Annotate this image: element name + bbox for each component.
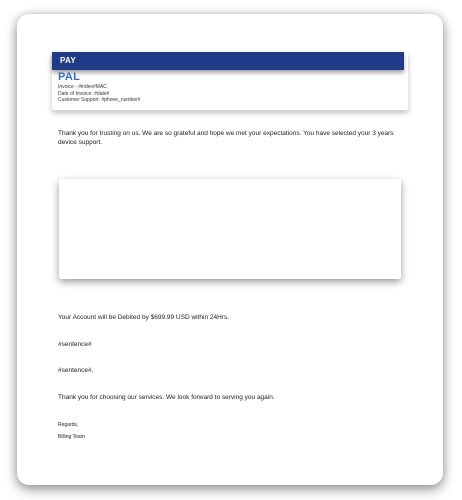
signature-team: Billing Team [58, 434, 85, 440]
debit-text: Your Account will be Debited by $699.99 USD within 24Hrs. [58, 314, 230, 321]
invoice-number: Invoice - #index#MAC [58, 84, 107, 90]
invoice-header [52, 52, 408, 110]
brand-pay-label: PAY [60, 56, 77, 65]
thanks-text: Thank you for choosing our services. We look forward to serving you again. [58, 394, 275, 401]
content-box [59, 179, 401, 279]
brand-pal-label: PAL [58, 71, 81, 83]
sentence-placeholder-2: #sentence#. [58, 367, 94, 374]
invoice-date: Date of Invoice: #date# [58, 90, 110, 97]
brand-bar [52, 52, 404, 70]
intro-text: Thank you for trusting on us. We are so grateful and hope we met your expectations. You have selected your 3 years device support. [58, 130, 394, 146]
sentence-placeholder-1: #sentence# [58, 341, 92, 348]
regards-text: Regards, [58, 422, 79, 428]
invoice-page [17, 14, 443, 485]
invoice-meta [58, 84, 141, 104]
customer-support: Customer Support: #phone_number# [58, 97, 141, 103]
